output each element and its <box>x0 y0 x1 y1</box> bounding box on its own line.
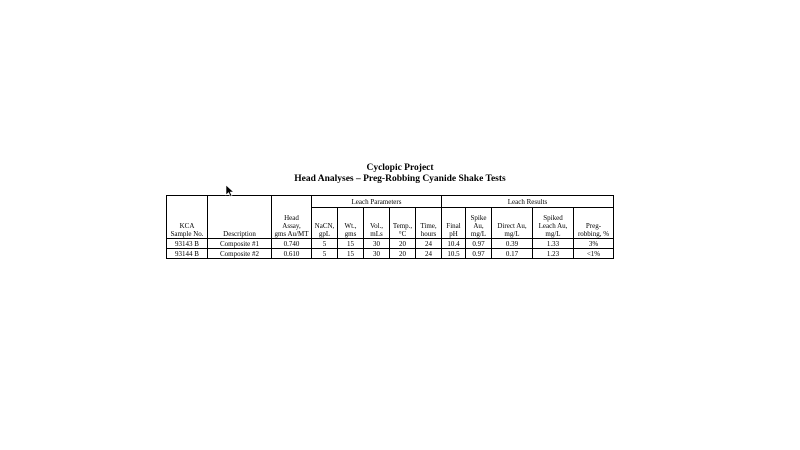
cell-time: 24 <box>416 239 442 249</box>
mouse-pointer-icon <box>225 184 235 198</box>
cell-wt: 15 <box>338 239 364 249</box>
cell-final-ph: 10.5 <box>442 249 466 259</box>
col-header-preg-robbing: Preg- robbing, % <box>574 208 614 239</box>
cell-spiked-leach-au: 1.33 <box>533 239 574 249</box>
col-header-vol: Vol., mLs <box>364 208 390 239</box>
cell-spike-au: 0.97 <box>466 249 492 259</box>
cell-preg-robbing: 3% <box>574 239 614 249</box>
cell-preg-robbing: <1% <box>574 249 614 259</box>
col-header-wt: Wt., gms <box>338 208 364 239</box>
cell-description: Composite #1 <box>208 239 272 249</box>
group-header-leach-results: Leach Results <box>442 196 614 208</box>
col-header-head-assay: Head Assay, gms Au/MT <box>272 196 312 239</box>
cell-spike-au: 0.97 <box>466 239 492 249</box>
col-header-spike-au: Spike Au, mg/L <box>466 208 492 239</box>
table-row <box>167 249 614 259</box>
cell-nacn: 5 <box>312 239 338 249</box>
cell-sample: 93143 B <box>167 239 208 249</box>
cell-spiked-leach-au: 1.23 <box>533 249 574 259</box>
cell-description: Composite #2 <box>208 249 272 259</box>
group-header-leach-parameters: Leach Parameters <box>312 196 442 208</box>
cell-direct-au: 0.39 <box>492 239 533 249</box>
col-header-spiked-leach-au: Spiked Leach Au, mg/L <box>533 208 574 239</box>
cell-wt: 15 <box>338 249 364 259</box>
title-block <box>0 163 800 184</box>
table-row <box>167 239 614 249</box>
cell-temp: 20 <box>390 249 416 259</box>
cell-direct-au: 0.17 <box>492 249 533 259</box>
col-header-temp: Temp., °C <box>390 208 416 239</box>
cell-time: 24 <box>416 249 442 259</box>
col-header-nacn: NaCN, gpL <box>312 208 338 239</box>
results-table <box>166 195 614 259</box>
cell-vol: 30 <box>364 239 390 249</box>
cell-head-assay: 0.740 <box>272 239 312 249</box>
cell-final-ph: 10.4 <box>442 239 466 249</box>
cell-vol: 30 <box>364 249 390 259</box>
cell-sample: 93144 B <box>167 249 208 259</box>
col-header-time: Time, hours <box>416 208 442 239</box>
col-header-description: Description <box>208 196 272 239</box>
col-header-final-ph: Final pH <box>442 208 466 239</box>
cell-head-assay: 0.610 <box>272 249 312 259</box>
document-title: Cyclopic Project <box>366 163 434 173</box>
cell-temp: 20 <box>390 239 416 249</box>
col-header-sample: KCA Sample No. <box>167 196 208 239</box>
col-header-direct-au: Direct Au, mg/L <box>492 208 533 239</box>
cell-nacn: 5 <box>312 249 338 259</box>
document-subtitle: Head Analyses – Preg-Robbing Cyanide Shake Tests <box>294 173 506 184</box>
